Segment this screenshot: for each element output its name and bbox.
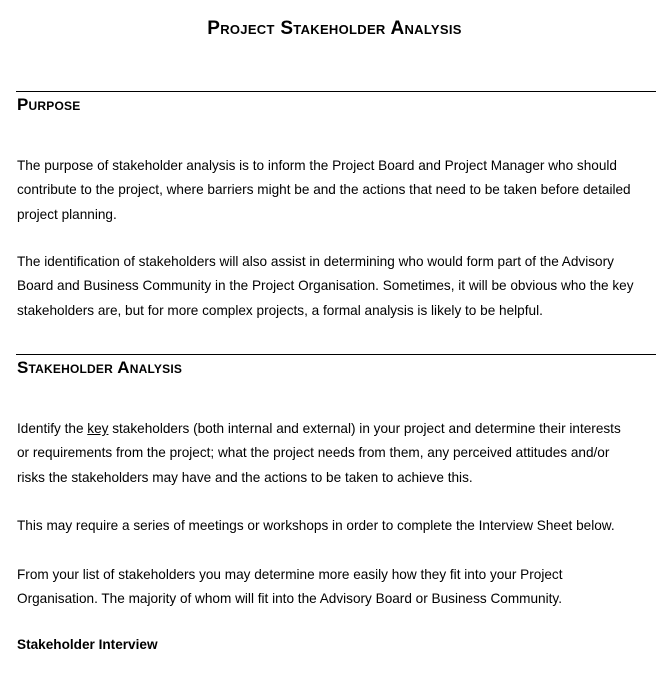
purpose-paragraph-1: [17, 154, 657, 227]
text-line: This may require a series of meetings or workshops in order to complete the Interview Sheet below.: [17, 518, 615, 533]
stakeholder-analysis-paragraph-1: [17, 417, 657, 490]
underlined-key-word: key: [87, 421, 109, 436]
text-fragment: stakeholders (both internal and external) in your project and determine their interests: [108, 421, 621, 436]
stakeholder-analysis-paragraph-2: [17, 514, 657, 538]
text-fragment: Identify the: [17, 421, 88, 436]
text-line: risks the stakeholders may have and the actions to be taken to achieve this.: [17, 469, 473, 485]
text-line: contribute to the project, where barriers might be and the actions that need to be taken before detailed: [17, 182, 631, 198]
text-line: or requirements from the project; what the project needs from them, any perceived attitudes and/or: [17, 445, 610, 461]
text-line: project planning.: [17, 206, 117, 222]
document-title: Project Stakeholder Analysis: [207, 18, 462, 39]
text-line: Organisation. The majority of whom will fit into the Advisory Board or Business Community.: [17, 591, 562, 607]
text-line: [17, 417, 657, 441]
text-line: stakeholders are, but for more complex projects, a formal analysis is likely to be helpful.: [17, 302, 543, 318]
stakeholder-analysis-divider: [16, 354, 656, 355]
text-line: The purpose of stakeholder analysis is to inform the Project Board and Project Manager who should: [17, 158, 617, 173]
stakeholder-interview-subheading: Stakeholder Interview: [17, 637, 158, 652]
text-line: Board and Business Community in the Project Organisation. Sometimes, it will be obvious who the key: [17, 278, 634, 294]
text-line: The identification of stakeholders will also assist in determining who would form part of the Advisory: [17, 254, 614, 269]
purpose-divider: [16, 91, 656, 92]
purpose-paragraph-2: [17, 250, 657, 323]
purpose-heading: Purpose: [17, 95, 81, 114]
stakeholder-analysis-heading: Stakeholder Analysis: [17, 358, 183, 377]
text-line: From your list of stakeholders you may determine more easily how they fit into your Project: [17, 567, 563, 582]
stakeholder-analysis-paragraph-3: [17, 563, 657, 612]
